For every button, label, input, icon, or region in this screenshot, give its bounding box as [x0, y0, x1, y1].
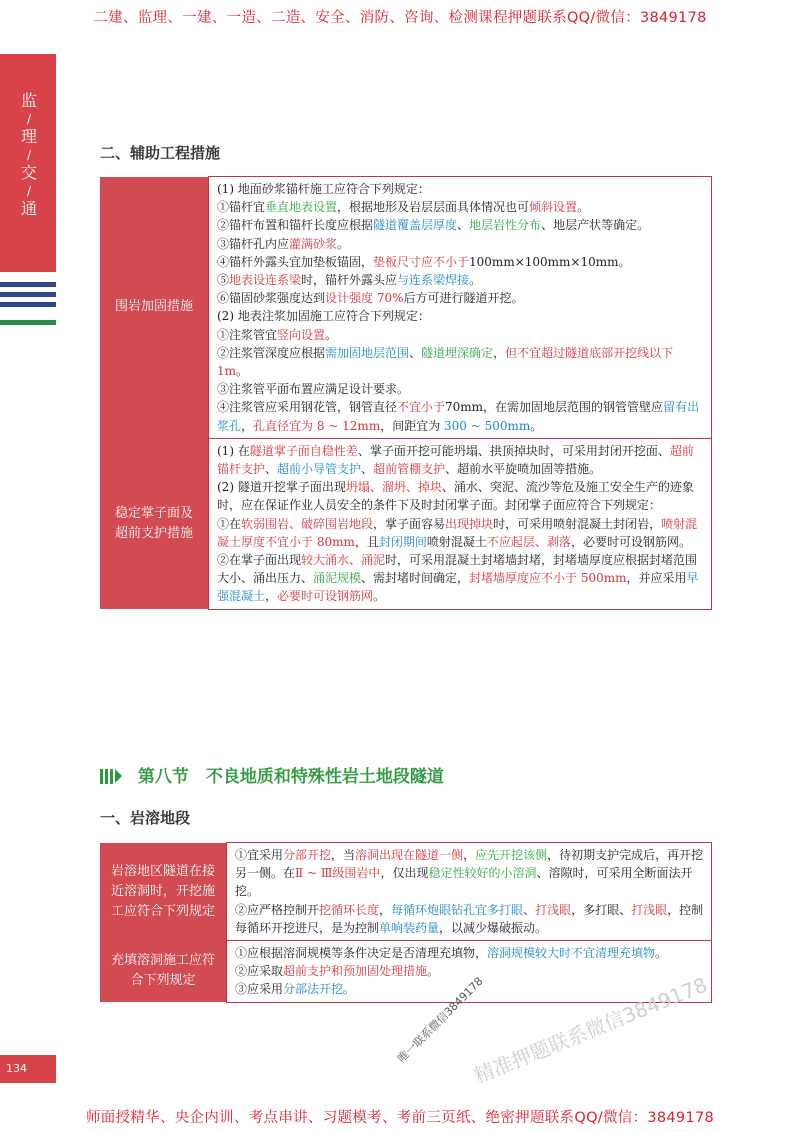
text-segment: 垫板尺寸应不小于 [373, 254, 470, 269]
text-segment: ，并应采用 [626, 571, 687, 586]
side-tab-char: 理 [20, 127, 37, 146]
label-line: 合下列规定 [130, 973, 196, 989]
bottom-promo-banner: 师面授精华、央企内训、考点串讲、习题模考、考前三页纸、绝密押题联系QQ/微信：3849178 [85, 1110, 715, 1126]
watermark-secondary: 唯一联系微信3849178 [395, 974, 486, 1066]
text-segment: 。 [577, 200, 590, 215]
text-segment: 坍塌、溜坍、掉块 [345, 480, 442, 495]
text-segment: 早强混凝土 [217, 571, 699, 604]
row-label-near-cave [100, 843, 227, 941]
text-segment: 垂直地表设置 [265, 200, 338, 215]
text-segment: 、掌子面开挖可能坍塌、拱顶掉块时，可采用封闭开挖面、 [357, 443, 670, 458]
text-segment: 封闭期间 [378, 534, 427, 549]
text-segment: 较大涌水、涌泥 [301, 553, 386, 568]
text-segment: 溶洞出现在隧道一侧 [355, 848, 464, 862]
text-segment: 、溶隙时，可采用全断面法开挖。 [235, 866, 693, 899]
text-segment: 打浅眼 [535, 902, 572, 917]
row-label-filled-cave [100, 941, 227, 1003]
content-paragraph [217, 235, 705, 253]
text-segment: 每循环炮眼钻孔宜多打眼 [391, 902, 524, 917]
text-segment: 时，可采用喷射混凝土封闭岩， [493, 516, 662, 531]
text-segment: 不宜小于 [265, 534, 314, 549]
text-segment: 、 [409, 345, 422, 360]
text-segment: 70mm，在需加固地层范围的钢管管壁应 [445, 400, 664, 415]
text-segment: 。 [427, 964, 440, 979]
text-segment: ③应采用 [235, 982, 284, 997]
side-chapter-tab [0, 54, 56, 272]
text-segment: 隧道覆盖层厚度 [373, 218, 458, 233]
side-tab-char: 通 [20, 199, 37, 218]
text-segment: 灌满砂浆 [289, 236, 338, 251]
label-line: 工应符合下列规定 [110, 903, 215, 919]
text-segment: ，且 [354, 534, 379, 549]
text-segment: (1) 地面砂浆锚杆施工应符合下列规定： [217, 182, 430, 196]
content-paragraph [217, 344, 705, 380]
text-segment: ， [379, 902, 392, 917]
content-paragraph [235, 944, 705, 962]
text-segment: 超前锚杆支护 [217, 443, 694, 477]
chapter-heading [100, 762, 444, 787]
text-segment: 打浅眼 [631, 902, 668, 917]
text-segment: 软弱围岩、破碎围岩地段 [241, 516, 374, 531]
content-paragraph [217, 442, 705, 478]
text-segment: ①在 [217, 516, 242, 531]
content-paragraph [217, 478, 705, 514]
text-segment: 涌泥规模 [313, 571, 362, 586]
text-segment: 不宜小于 [397, 400, 446, 415]
text-segment: 。 [337, 236, 350, 251]
text-segment: ， [463, 848, 476, 862]
text-segment: 但不宜超过隧道底部开挖线以下 1m [217, 345, 674, 379]
text-segment: 分部法开挖 [283, 982, 344, 997]
text-segment: ，间距宜为 [380, 418, 445, 433]
content-paragraph [217, 253, 705, 271]
text-segment: ③锚杆孔内应 [217, 236, 290, 251]
text-segment: ②在掌子面出现 [217, 553, 302, 568]
side-tab-char: / [26, 112, 32, 126]
text-segment: ，当 [331, 848, 356, 862]
text-segment: ①应根据溶洞规模等条件决定是否清理充填物， [235, 946, 488, 961]
page-number: 134 [0, 1055, 56, 1083]
text-segment: ，根据地形及岩层层面具体情况也可 [337, 200, 530, 215]
text-segment: 竖向设置 [277, 327, 326, 342]
text-segment: 300 ~ 500mm [444, 418, 531, 433]
row-content [209, 177, 712, 439]
label-line: 岩溶地区隧道在接 [110, 863, 215, 879]
watermark-primary: 精准押题联系微信3849178 [470, 972, 711, 1089]
text-segment: (2) 地表注浆加固施工应符合下列规定： [217, 309, 430, 324]
text-segment: 喷射混凝土 [426, 534, 487, 549]
row-content [209, 438, 712, 609]
table-row [100, 438, 712, 609]
text-segment: ②应采取 [235, 964, 284, 979]
content-paragraph [217, 216, 705, 234]
label-line: 超前支护措施 [114, 525, 193, 541]
text-segment: 稳定性较好的小溶洞 [428, 866, 537, 881]
text-segment: (1) 在 [217, 443, 250, 458]
label-line: 近溶洞时，开挖施 [110, 883, 215, 899]
content-paragraph [235, 846, 705, 901]
content-paragraph [217, 307, 705, 325]
text-segment: ④锚杆外露头宜加垫板锚固， [217, 254, 374, 269]
row-content [227, 843, 712, 941]
side-tab-char: / [26, 184, 32, 198]
text-segment: 必要时可设钢筋网 [277, 589, 374, 604]
text-segment: ，控制每循环开挖进尺，是为控制 [235, 902, 704, 935]
text-segment: 后方可进行隧道开挖。 [403, 291, 524, 306]
content-paragraph [217, 198, 705, 216]
text-segment: 、地层产状等确定。 [541, 218, 650, 233]
text-segment: 。 [530, 418, 543, 433]
text-segment: 孔直径宜为 8 ~ 12mm [253, 418, 381, 433]
text-segment: 超前小导管支护 [277, 462, 362, 477]
text-segment: 时，可采用混凝土封堵墙封堵，封堵墙厚度应根据封堵范围大小、涌出压力、 [217, 553, 698, 586]
text-segment: 封堵墙厚度应不小于 500mm [469, 571, 627, 586]
karst-table [100, 842, 712, 1003]
text-segment: 喷射混凝土厚度 [217, 516, 698, 549]
text-segment: ，以减少爆破振动。 [439, 920, 548, 935]
text-segment: ， [265, 589, 278, 604]
label-line: 充填溶洞施工应符 [110, 953, 215, 969]
text-segment: 分部开挖 [283, 848, 332, 862]
side-stripe-blue [0, 282, 56, 287]
content-paragraph [217, 326, 705, 344]
text-segment: 挖循环长度 [319, 902, 380, 917]
text-segment: 地表设连系梁 [229, 273, 302, 288]
content-paragraph [217, 289, 705, 307]
text-segment: 。 [469, 273, 482, 288]
text-segment: (2) 隧道开挖掌子面出现 [217, 480, 346, 495]
text-segment: ④注浆管应采用钢花管，钢管直径 [217, 400, 398, 415]
side-stripe-green [0, 320, 56, 325]
text-segment: 、 [457, 218, 470, 233]
side-tab-char: 交 [20, 163, 37, 182]
text-segment: 80mm [313, 534, 355, 549]
text-segment: ， [241, 418, 254, 433]
side-tab-char: 监 [20, 91, 37, 110]
text-segment: ②应严格控制开 [235, 902, 320, 917]
text-segment: 。 [373, 589, 386, 604]
text-segment: Ⅱ ~ Ⅲ级围岩中 [295, 866, 381, 881]
content-paragraph [217, 398, 705, 434]
content-paragraph [217, 380, 705, 398]
text-segment: ⑤ [217, 273, 230, 288]
chapter-bars-icon [100, 767, 124, 787]
content-paragraph [217, 271, 705, 289]
text-segment: ③注浆管平面布置应满足设计要求。 [217, 382, 410, 397]
table-row [100, 941, 712, 1003]
text-segment: 与连系梁焊接 [397, 273, 470, 288]
text-segment: ②注浆管深度应根据 [217, 345, 326, 360]
text-segment: 不应起层、剥落 [486, 534, 571, 549]
text-segment: 地层岩性分布 [469, 218, 542, 233]
table-row [100, 177, 712, 439]
side-stripe-blue-3 [0, 302, 56, 307]
text-segment: ，掌子面容易 [373, 516, 446, 531]
text-segment: 倾斜设置 [529, 200, 578, 215]
text-segment: 设计强度 70% [325, 291, 404, 306]
auxiliary-measures-table [100, 176, 712, 610]
section-heading-auxiliary-measures: 二、辅助工程措施 [100, 144, 221, 162]
text-segment: 。 [343, 982, 356, 997]
text-segment: 留有出浆孔 [217, 400, 700, 433]
text-segment: 需加固地层范围 [325, 345, 410, 360]
text-segment: 、 [265, 462, 278, 477]
text-segment: 溶洞规模较大时不宜清理充填物 [487, 946, 656, 961]
chapter-title: 第八节 不良地质和特殊性岩土地段隧道 [137, 767, 444, 787]
text-segment: 隧道埋深确定 [421, 345, 494, 360]
section-heading-karst: 一、岩溶地段 [100, 809, 191, 827]
content-paragraph [217, 180, 705, 198]
content-paragraph [235, 901, 705, 937]
table-row [100, 843, 712, 941]
text-segment: ①锚杆宜 [217, 200, 266, 215]
text-segment: ⑥锚固砂浆强度达到 [217, 291, 326, 306]
row-label-face-stabilization [100, 438, 209, 609]
text-segment: ，多打眼、 [571, 902, 632, 917]
content-paragraph [217, 515, 705, 551]
text-segment: 应先开挖该侧 [475, 848, 548, 862]
row-label-rock-reinforcement: 围岩加固措施 [100, 177, 209, 439]
side-stripe-blue-2 [0, 292, 56, 297]
text-segment: 、 [523, 902, 536, 917]
text-segment: ， [493, 345, 506, 360]
text-segment: 超前管棚支护 [373, 462, 446, 477]
text-segment: 单响装药量 [379, 920, 440, 935]
label-line: 稳定掌子面及 [114, 505, 193, 521]
text-segment: ，仅出现 [380, 866, 429, 881]
text-segment: ①注浆管宜 [217, 327, 278, 342]
text-segment: 时，锚杆外露头应 [301, 273, 398, 288]
text-segment: 。 [655, 946, 668, 961]
text-segment: 出现掉块 [445, 516, 494, 531]
text-segment: ，必要时可设钢筋网。 [570, 534, 691, 549]
side-tab-label [16, 90, 42, 220]
text-segment: 。 [325, 327, 338, 342]
text-segment: 超前支护和预加固处理措施 [283, 964, 428, 979]
text-segment: 、需封堵时间确定， [361, 571, 470, 586]
top-promo-banner: 二建、监理、一建、一造、二造、安全、消防、咨询、检测课程押题联系QQ/微信：3849178 [93, 10, 707, 26]
text-segment: 、涌水、突泥、流沙等危及施工安全生产的迹象时，应在保证作业人员安全的条件下及时封闭掌子面。封闭掌子面应符合下列规定： [217, 480, 694, 513]
text-segment: ，待初期支护完成后，再开挖另一侧。在 [235, 848, 704, 881]
text-segment: 100mm×100mm×10mm。 [469, 254, 631, 269]
text-segment: 隧道掌子面自稳性差 [249, 443, 358, 458]
side-tab-char: / [26, 148, 32, 162]
text-segment: ②锚杆布置和锚杆长度应根据 [217, 218, 374, 233]
text-segment: 、超前水平旋喷加固等措施。 [445, 462, 602, 477]
text-segment: ①宜采用 [235, 848, 284, 862]
content-paragraph [217, 551, 705, 606]
text-segment: 、 [361, 462, 374, 477]
text-segment: 。 [236, 364, 249, 379]
